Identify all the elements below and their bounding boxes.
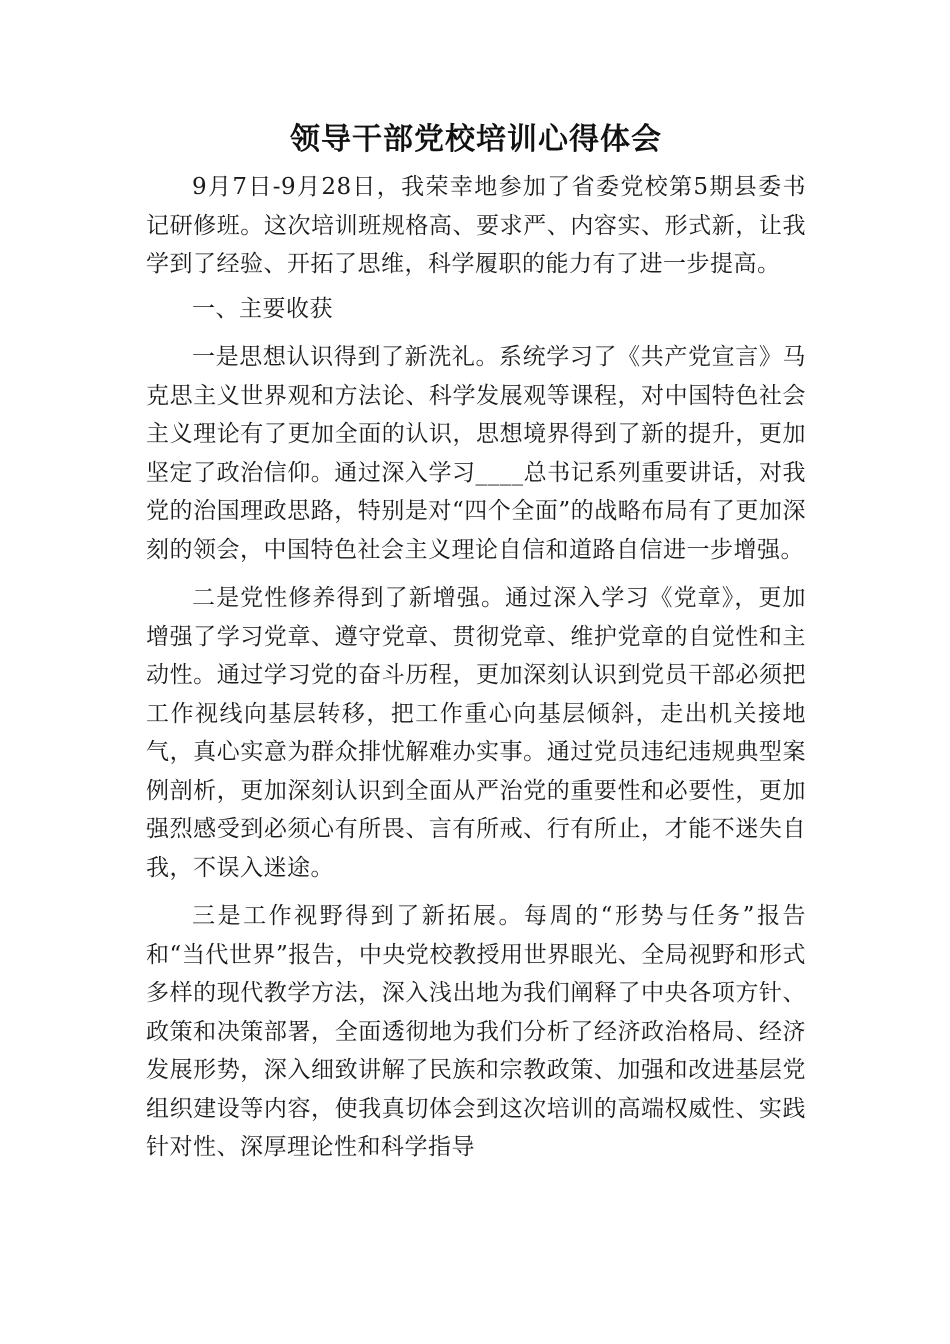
document-page (146, 118, 806, 1167)
body-paragraph-2: 二是党性修养得到了新增强。通过深入学习《党章》，更加增强了学习党章、遵守党章、贯彻党章、维护党章的自觉性和主动性。通过学习党的奋斗历程，更加深刻认识到党员干部必须把工作视线向基层转移，把工作重心向基层倾斜，走出机关接地气，真心实意为群众排忧解难办实事。通过党员违纪违规典型案例剖析，更加深刻认识到全面从严治党的重要性和必要性，更加强烈感受到必须心有所畏、言有所戒、行有所止，才能不迷失自我，不误入迷途。 (146, 585, 806, 881)
body-paragraph-1: 一是思想认识得到了新洗礼。系统学习了《共产党宣言》马克思主义世界观和方法论、科学发展观等课程，对中国特色社会主义理论有了更加全面的认识，思想境界得到了新的提升，更加坚定了政治信仰。通过深入学习____总书记系列重要讲话，对我党的治国理政思路，特别是对“四个全面”的战略布局有了更加深刻的领会，中国特色社会主义理论自信和道路自信进一步增强。 (146, 344, 806, 563)
body-paragraph-3: 三是工作视野得到了新拓展。每周的“形势与任务”报告和“当代世界”报告，中央党校教授用世界眼光、全局视野和形式多样的现代教学方法，深入浅出地为我们阐释了中央各项方针、政策和决策部署，全面透彻地为我们分析了经济政治格局、经济发展形势，深入细致讲解了民族和宗教政策、加强和改进基层党组织建设等内容，使我真切体会到这次培训的高端权威性、实践针对性、深厚理论性和科学指导 (146, 903, 806, 1160)
document-title: 领导干部党校培训心得体会 (290, 122, 662, 157)
intro-paragraph: 9月7日-9月28日，我荣幸地参加了省委党校第5期县委书记研修班。这次培训班规格高、要求严、内容实、形式新，让我学到了经验、开拓了思维，科学履职的能力有了进一步提高。 (146, 174, 806, 277)
section-heading: 一、主要收获 (192, 295, 333, 322)
